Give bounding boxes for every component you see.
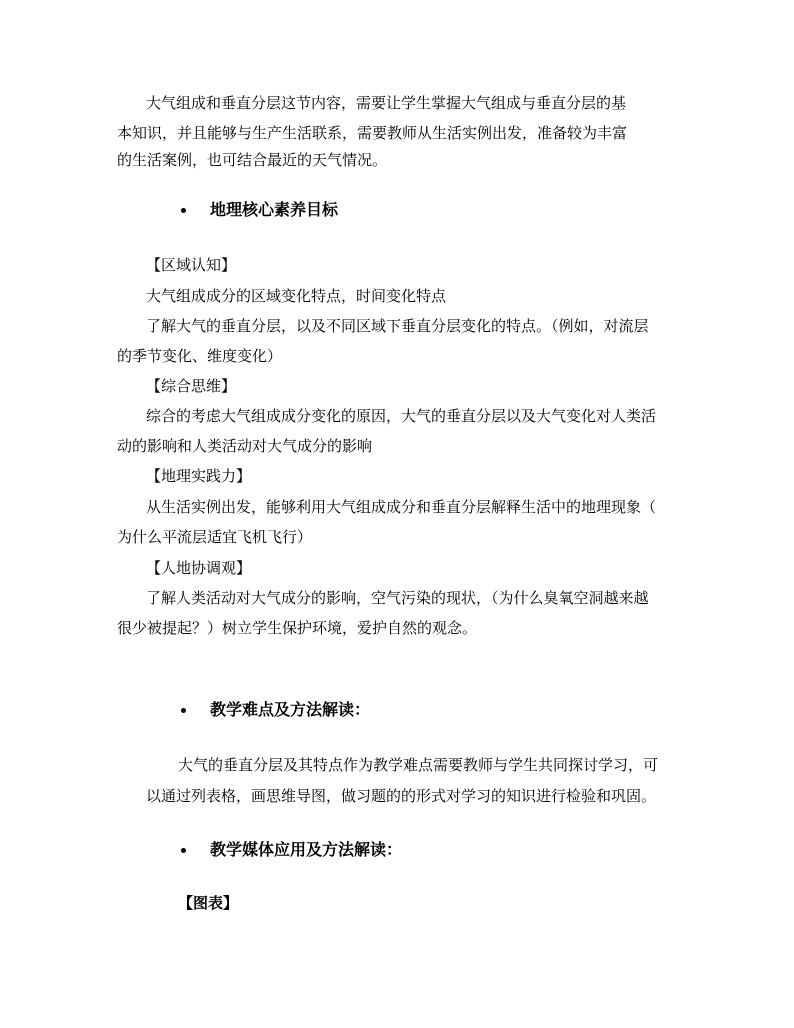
practice-line-2: 为什么平流层适宜飞机飞行） [117, 528, 313, 546]
label-charts: 【图表】 [178, 894, 239, 912]
bullet-icon [181, 708, 186, 713]
harmony-line-2: 很少被提起？）树立学生保护环境，爱护自然的观念。 [117, 619, 478, 637]
intro-line-3: 的生活案例，也可结合最近的天气情况。 [117, 151, 388, 169]
intro-line-1: 大气组成和垂直分层这节内容，需要让学生掌握大气组成与垂直分层的基 [146, 94, 627, 112]
practice-line-1: 从生活实例出发，能够利用大气组成成分和垂直分层解释生活中的地理现象（ [146, 498, 657, 516]
bullet-icon [181, 208, 186, 213]
bullet-icon [181, 848, 186, 853]
harmony-line-1: 了解人类活动对大气成分的影响，空气污染的现状，（为什么臭氧空洞越来越 [146, 589, 649, 607]
difficulties-line-2: 以通过列表格，画思维导图，做习题的的形式对学习的知识进行检验和巩固。 [146, 787, 657, 805]
section-heading-difficulties: 教学难点及方法解读： [210, 700, 371, 719]
integrated-line-1: 综合的考虑大气组成成分变化的原因，大气的垂直分层以及大气变化对人类活 [146, 407, 657, 425]
regional-line-1: 大气组成成分的区域变化特点，时间变化特点 [146, 287, 447, 305]
integrated-line-2: 动的影响和人类活动对大气成分的影响 [117, 437, 373, 455]
label-geographic-practice: 【地理实践力】 [146, 467, 252, 485]
label-integrated-thinking: 【综合思维】 [146, 377, 237, 395]
label-regional-cognition: 【区域认知】 [146, 256, 237, 274]
difficulties-line-1: 大气的垂直分层及其特点作为教学难点需要教师与学生共同探讨学习，可 [178, 756, 659, 774]
section-heading-core-literacy: 地理核心素养目标 [210, 200, 339, 219]
regional-line-3: 的季节变化、维度变化） [117, 347, 283, 365]
section-heading-media: 教学媒体应用及方法解读： [210, 840, 403, 859]
intro-line-2: 本知识，并且能够与生产生活联系，需要教师从生活实例出发，准备较为丰富 [117, 124, 628, 142]
label-human-earth-harmony: 【人地协调观】 [146, 559, 252, 577]
regional-line-2: 了解大气的垂直分层，以及不同区域下垂直分层变化的特点。（例如，对流层 [146, 317, 649, 335]
